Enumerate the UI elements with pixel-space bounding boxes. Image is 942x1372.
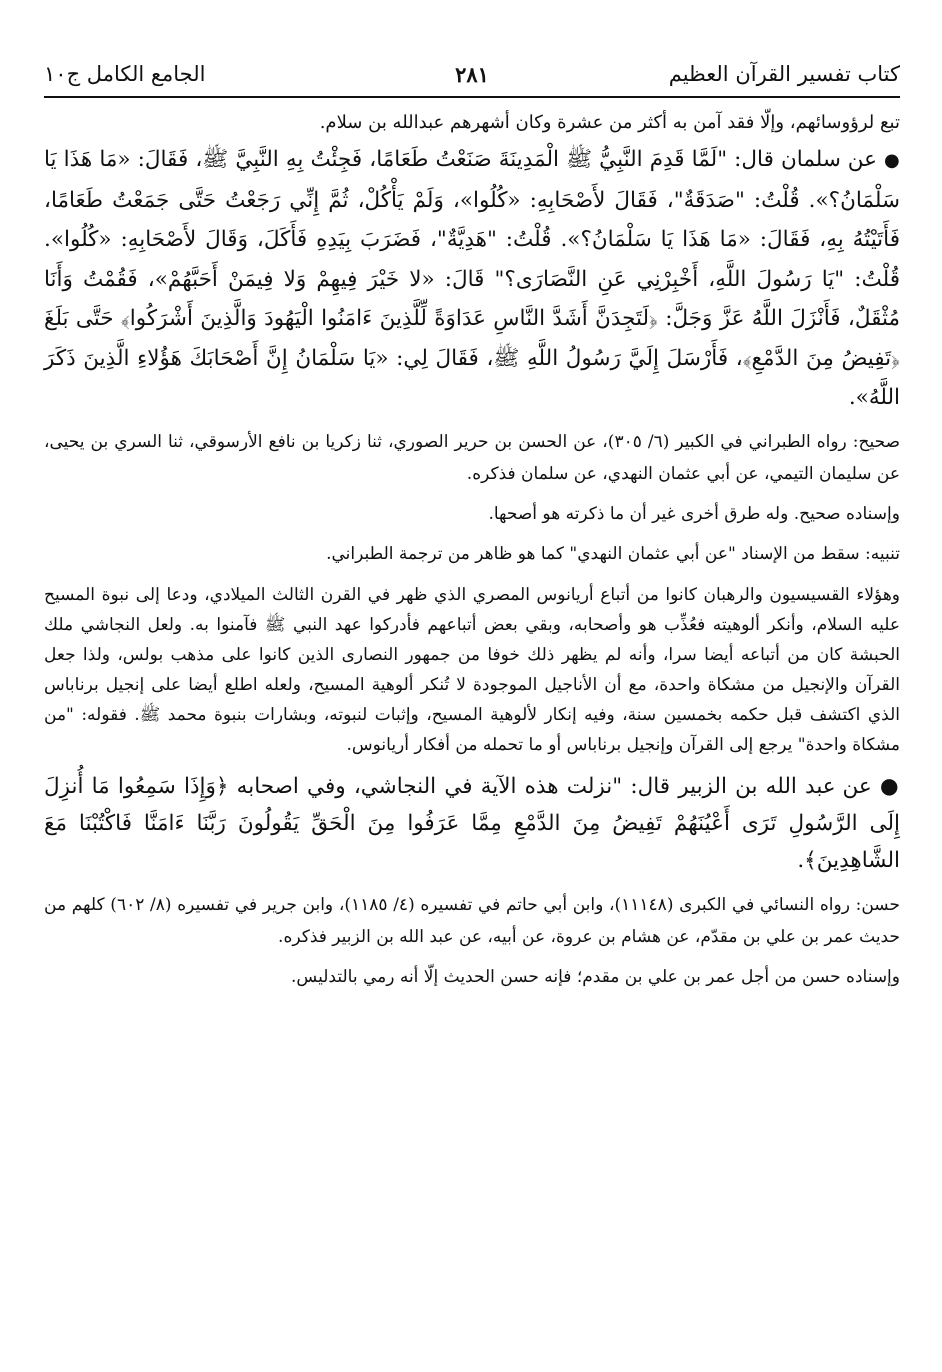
note-paragraph: تنبيه: سقط من الإسناد "عن أبي عثمان النهدي" كما هو ظاهر من ترجمة الطبراني.: [326, 543, 900, 564]
volume-title: الجامع الكامل ج١٠: [44, 62, 206, 86]
grading-salman: صحيح: رواه الطبراني في الكبير (٦/ ٣٠٥)، عن الحسن بن حرير الصوري، ثنا زكريا بن نافع الأرسوقي، ثنا السري بن يحيى، عن سليمان التيمي، عن أبي عثمان النهدي، عن سلمان فذكره.: [44, 431, 901, 484]
header-rule: [44, 96, 900, 98]
book-title: كتاب تفسير القرآن العظيم: [668, 62, 900, 86]
hadith-ibn-zubair-text: عن عبد الله بن الزبير قال: "نزلت هذه الآية في النجاشي، وفي اصحابه ﴿وَإِذَا سَمِعُوا مَا أُنزِلَ إِلَى الرَّسُولِ تَرَى أَعْيُنَهُمْ تَفِيضُ مِنَ الدَّمْعِ مِمَّا عَرَفُوا مِنَ الْحَقِّ يَقُولُونَ رَبَّنَا ءَامَنَّا فَاكْتُبْنَا مَعَ الشَّاهِدِينَ﴾.: [44, 773, 900, 873]
bullet-icon: ●: [879, 773, 900, 799]
page-header: [44, 62, 900, 96]
hadith-ibn-zubair: [44, 768, 900, 879]
hadith-salman-text: عن سلمان قال: "لَمَّا قَدِمَ النَّبِيُّ ﷺ الْمَدِينَةَ صَنَعْتُ طَعَامًا، فَجِئْتُ بِهِ النَّبِيَّ ﷺ، فَقَالَ: «مَا هَذَا يَا سَلْمَانُ؟». قُلْتُ: "صَدَقَةٌ"، فَقَالَ لأَصْحَابِهِ: «كُلُوا»، وَلَمْ يَأْكُلْ، ثُمَّ إِنِّي رَجَعْتُ حَتَّى جَمَعْتُ طَعَامًا، فَأَتَيْتُهُ بِهِ، فَقَالَ: «مَا هَذَا يَا سَلْمَانُ؟». قُلْتُ: "هَدِيَّةٌ"، فَضَرَبَ بِيَدِهِ فَأَكَلَ، وَقَالَ لأَصْحَابِهِ: «كُلُوا». قُلْتُ: "يَا رَسُولَ اللَّهِ، أَخْبِرْنِي عَنِ النَّصَارَى؟" قَالَ: «لا خَيْرَ فِيهِمْ وَلا فِيمَنْ أَحَبَّهُمْ»، فَقُمْتُ وَأَنَا مُثْقَلٌ، فَأَنْزَلَ اللَّهُ عَزَّ وَجَلَّ: ﴿لَتَجِدَنَّ أَشَدَّ النَّاسِ عَدَاوَةً لِّلَّذِينَ ءَامَنُوا الْيَهُودَ وَالَّذِينَ أَشْرَكُوا﴾ حَتَّى بَلَغَ ﴿تَفِيضُ مِنَ الدَّمْعِ﴾، فَأَرْسَلَ إِلَيَّ رَسُولُ اللَّهِ ﷺ، فَقَالَ لِي: «يَا سَلْمَانُ إِنَّ أَصْحَابَكَ هَؤُلاءِ الَّذِينَ ذَكَرَ اللَّهُ».: [44, 147, 900, 410]
grading-ibn-zubair: حسن: رواه النسائي في الكبرى (١١١٤٨)، وابن أبي حاتم في تفسيره (٤/ ١١٨٥)، وابن جرير في تفسيره (٨/ ٦٠٢) كلهم من حديث عمر بن علي بن مقدّم، عن هشام بن عروة، عن أبيه، عن عبد الله بن الزبير فذكره.: [44, 894, 900, 947]
isnad-ibn-zubair: وإسناده حسن من أجل عمر بن علي بن مقدم؛ فإنه حسن الحديث إلّا أنه رمي بالتدليس.: [291, 966, 900, 987]
isnad-salman: وإسناده صحيح. وله طرق أخرى غير أن ما ذكرته هو أصحها.: [488, 503, 900, 524]
hadith-salman: [44, 140, 900, 418]
page-number: ٢٨١: [455, 62, 489, 87]
bullet-icon: ●: [884, 150, 901, 171]
commentary-paragraph: وهؤلاء القسيسيون والرهبان كانوا من أتباع أريانوس المصري الذي ظهر في القرن الثالث الميلادي، ودعا إلى نبوة المسيح عليه السلام، وأنكر ألوهيته فعُذِّب هو وأصحابه، وبقي بعض أتباعهم فأدركوا عهد النبي ﷺ فآمنوا به. ولعل النجاشي ملك الحبشة كان من أتباعه أيضا سرا، وأنه لم يظهر ذلك خوفا من جمهور النصارى الذين كانوا على مذهب بولس، ولذا جعل القرآن والإنجيل من مشكاة واحدة، مع أن الأناجيل الموجودة لا تُنكر ألوهية المسيح، ولعله اطلع أيضا على إنجيل برناباس الذي اكتشف قبل حكمه بخمسين سنة، وفيه إنكار لألوهية المسيح، وإثبات لنبوته، وبشارات بنبوة محمد ﷺ. فقوله: "من مشكاة واحدة" يرجع إلى القرآن وإنجيل برناباس أو ما تحمله من أفكار أريانوس.: [44, 584, 900, 755]
book-page: [44, 62, 900, 993]
intro-paragraph: تبع لرؤوسائهم، وإلّا فقد آمن به أكثر من عشرة وكان أشهرهم عبدالله بن سلام.: [319, 112, 900, 133]
